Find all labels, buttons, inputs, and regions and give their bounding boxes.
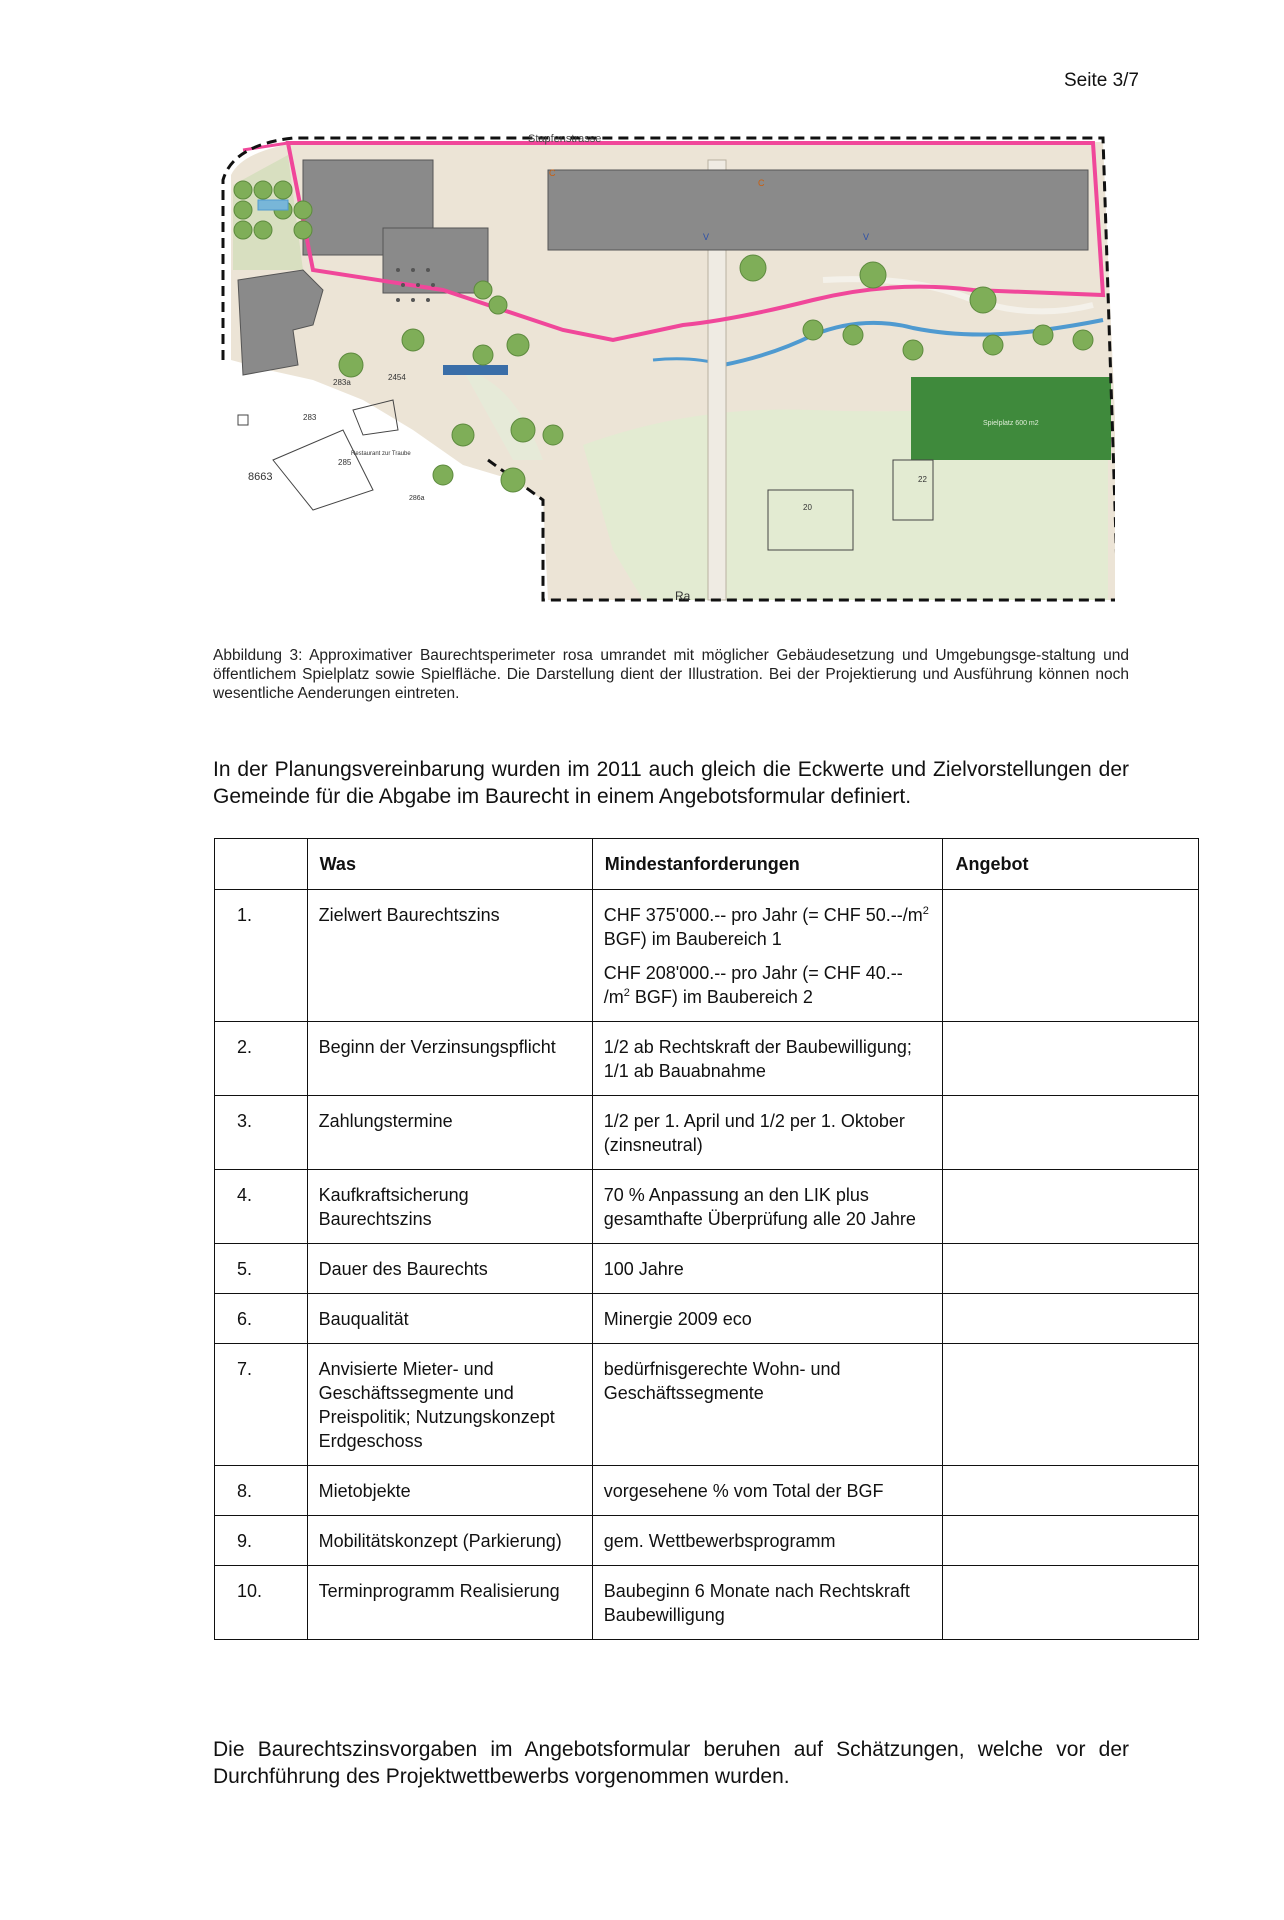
- requirements-table: [214, 838, 1199, 1640]
- street-label: Stapfenstrasse: [528, 133, 602, 145]
- marker-v: V: [703, 232, 710, 242]
- row-offer: [943, 1516, 1199, 1566]
- parcel-label: 283: [303, 413, 317, 422]
- row-topic: Mobilitätskonzept (Parkierung): [307, 1516, 592, 1566]
- row-offer: [943, 890, 1199, 1022]
- row-number: 10.: [215, 1566, 308, 1640]
- table-row: [215, 1022, 1199, 1096]
- marker-c: C: [549, 168, 556, 178]
- row-requirement: gem. Wettbewerbsprogramm: [592, 1516, 943, 1566]
- row-requirement: 1/2 per 1. April und 1/2 per 1. Oktober (zinsneutral): [592, 1096, 943, 1170]
- requirement-line: CHF 375'000.-- pro Jahr (= CHF $50.--/m^2$ BGF) im Baubereich 1: [603, 905, 929, 949]
- page-number: Seite 3/7: [1064, 70, 1139, 91]
- row-topic: Mietobjekte: [307, 1466, 592, 1516]
- row-requirement: Baubeginn 6 Monate nach Rechtskraft Baubewilligung: [592, 1566, 943, 1640]
- parcel-label: 283a: [333, 378, 351, 387]
- row-offer: [943, 1022, 1199, 1096]
- row-topic: Zahlungstermine: [307, 1096, 592, 1170]
- parcel-label: 20: [803, 503, 812, 512]
- requirement-line: CHF 208'000.-- pro Jahr (= CHF 40.-- $/m^2$ BGF) im Baubereich 2: [603, 963, 903, 1007]
- row-offer: [943, 1244, 1199, 1294]
- table-row: [215, 1294, 1199, 1344]
- row-requirement: Minergie 2009 eco: [592, 1294, 943, 1344]
- parcel-label: 285: [338, 458, 352, 467]
- row-topic: Anvisierte Mieter- und Geschäftssegmente und Preispolitik; Nutzungskonzept Erdgeschoss: [307, 1344, 592, 1466]
- row-requirement: 1/2 ab Rechtskraft der Baubewilligung; 1/1 ab Bauabnahme: [592, 1022, 943, 1096]
- row-requirement: 70 % Anpassung an den LIK plus gesamthafte Überprüfung alle 20 Jahre: [592, 1170, 943, 1244]
- table-row: [215, 1344, 1199, 1466]
- row-topic: Bauqualität: [307, 1294, 592, 1344]
- row-number: 2.: [215, 1022, 308, 1096]
- row-requirement: vorgesehene % vom Total der BGF: [592, 1466, 943, 1516]
- table-row: [215, 1096, 1199, 1170]
- row-offer: [943, 1096, 1199, 1170]
- table-row: [215, 1466, 1199, 1516]
- table-row: [215, 1516, 1199, 1566]
- column-header-angebot: Angebot: [943, 839, 1199, 890]
- row-number: 6.: [215, 1294, 308, 1344]
- sports-field: [911, 377, 1111, 460]
- closing-paragraph: Die Baurechtszinsvorgaben im Angebotsformular beruhen auf Schätzungen, welche vor der Durchführung des Projektwettbewerbs vorgenommen wurden.: [213, 1738, 1129, 1788]
- row-topic: Kaufkraftsicherung Baurechtszins: [307, 1170, 592, 1244]
- intro-paragraph: In der Planungsvereinbarung wurden im 2011 auch gleich die Eckwerte und Zielvorstellungen der Gemeinde für die Abgabe im Baurecht in einem Angebotsformular definiert.: [213, 758, 1129, 808]
- table-row: [215, 1244, 1199, 1294]
- svg-text:V: V: [863, 232, 870, 242]
- row-offer: [943, 1466, 1199, 1516]
- parcel-label: 22: [918, 475, 927, 484]
- row-topic: Dauer des Baurechts: [307, 1244, 592, 1294]
- row-offer: [943, 1566, 1199, 1640]
- table-row: [215, 890, 1199, 1022]
- row-requirement: 100 Jahre: [592, 1244, 943, 1294]
- row-topic: Beginn der Verzinsungspflicht: [307, 1022, 592, 1096]
- column-header-mindestanforderungen: Mindestanforderungen: [592, 839, 943, 890]
- table-header-row: [215, 839, 1199, 890]
- row-offer: [943, 1344, 1199, 1466]
- row-requirement: [592, 890, 943, 1022]
- column-header-was: Was: [307, 839, 592, 890]
- building-c: [548, 170, 1088, 250]
- row-number: 4.: [215, 1170, 308, 1244]
- row-offer: [943, 1170, 1199, 1244]
- row-offer: [943, 1294, 1199, 1344]
- pavilion: [443, 365, 508, 375]
- table-row: [215, 1566, 1199, 1640]
- row-topic: Terminprogramm Realisierung: [307, 1566, 592, 1640]
- site-plan-image: [213, 130, 1115, 610]
- playfield-label: Spielplatz 600 m2: [983, 420, 1039, 427]
- row-number: 9.: [215, 1516, 308, 1566]
- row-number: 8.: [215, 1466, 308, 1516]
- row-topic: Zielwert Baurechtszins: [307, 890, 592, 1022]
- table-row: [215, 1170, 1199, 1244]
- parcel-label: 8663: [248, 471, 273, 483]
- row-number: 5.: [215, 1244, 308, 1294]
- parcel-label: 2454: [388, 373, 406, 382]
- figure-caption: Abbildung 3: Approximativer Baurechtsperimeter rosa umrandet mit möglicher Gebäudesetzung und Umgebungsge-staltung und öffentlichem Spielplatz sowie Spielfläche. Die Darstellung dient der Illustration. Bei der Projektierung und Ausführung können noch wesentliche Aenderungen eintreten.: [213, 647, 1129, 702]
- restaurant-label: Restaurant zur Traube: [351, 451, 411, 457]
- row-number: 3.: [215, 1096, 308, 1170]
- row-number: 7.: [215, 1344, 308, 1466]
- svg-text:C: C: [758, 178, 765, 188]
- road-label: Ra: [675, 589, 691, 603]
- parcel-label: 286a: [409, 495, 425, 502]
- row-requirement: bedürfnisgerechte Wohn- und Geschäftssegmente: [592, 1344, 943, 1466]
- column-header-number: [215, 839, 308, 890]
- row-number: 1.: [215, 890, 308, 1022]
